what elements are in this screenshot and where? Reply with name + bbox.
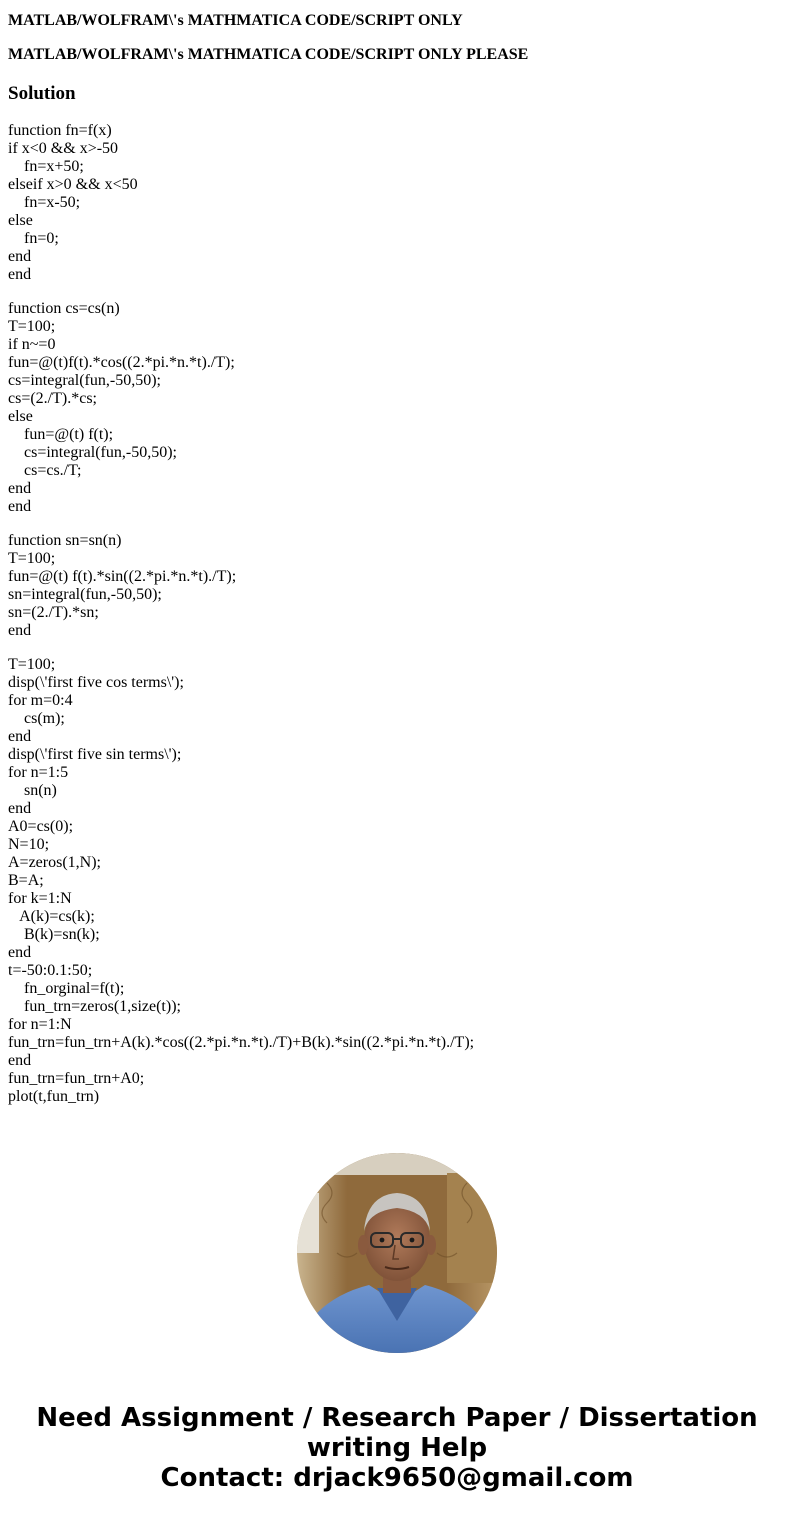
code-line: else: [8, 408, 33, 425]
code-line: for k=1:N: [8, 890, 72, 907]
code-line: function fn=f(x): [8, 122, 112, 139]
code-line: for m=0:4: [8, 692, 73, 709]
code-line: end: [8, 622, 32, 639]
code-line: fn=x+50;: [8, 158, 84, 175]
code-line: elseif x>0 && x<50: [8, 176, 138, 193]
help-banner: [0, 1403, 794, 1493]
code-line: t=-50:0.1:50;: [8, 962, 93, 979]
code-line: A0=cs(0);: [8, 818, 74, 835]
code-line: end: [8, 1052, 32, 1069]
code-line: cs=cs./T;: [8, 462, 82, 479]
code-line: B=A;: [8, 872, 44, 889]
code-line: end: [8, 800, 32, 817]
code-line: plot(t,fun_trn): [8, 1088, 100, 1105]
code-line: fun=@(t) f(t);: [8, 426, 114, 443]
code-line: T=100;: [8, 550, 56, 567]
code-line: cs=integral(fun,-50,50);: [8, 444, 177, 461]
code-line: fn=x-50;: [8, 194, 81, 211]
code-line: fun_trn=zeros(1,size(t));: [8, 998, 181, 1015]
code-line: B(k)=sn(k);: [8, 926, 100, 943]
code-line: function sn=sn(n): [8, 532, 122, 549]
code-line: end: [8, 498, 32, 515]
code-block-sn: [8, 532, 236, 640]
author-portrait-image: [297, 1153, 497, 1353]
code-line: cs(m);: [8, 710, 65, 727]
code-line: sn=integral(fun,-50,50);: [8, 586, 162, 603]
code-line: cs=integral(fun,-50,50);: [8, 372, 161, 389]
code-line: if x<0 && x>-50: [8, 140, 119, 157]
code-line: disp(\'first five cos terms\');: [8, 674, 184, 691]
code-line: else: [8, 212, 33, 229]
code-line: N=10;: [8, 836, 50, 853]
code-line: fn=0;: [8, 230, 59, 247]
code-line: for n=1:5: [8, 764, 69, 781]
question-title: MATLAB/WOLFRAM\'s MATHMATICA CODE/SCRIPT ONLY: [8, 12, 463, 29]
code-block-f: [8, 122, 138, 284]
code-line: sn(n): [8, 782, 57, 799]
code-line: end: [8, 266, 32, 283]
code-line: function cs=cs(n): [8, 300, 120, 317]
code-line: end: [8, 728, 32, 745]
code-line: fun_trn=fun_trn+A0;: [8, 1070, 145, 1087]
code-line: sn=(2./T).*sn;: [8, 604, 99, 621]
code-line: if n~=0: [8, 336, 56, 353]
banner-line-2: writing Help: [306, 1433, 488, 1463]
code-line: end: [8, 248, 32, 265]
code-line: for n=1:N: [8, 1016, 72, 1033]
code-line: end: [8, 480, 32, 497]
code-line: T=100;: [8, 656, 56, 673]
code-line: fun_trn=fun_trn+A(k).*cos((2.*pi.*n.*t)./T)+B(k).*sin((2.*pi.*n.*t)./T);: [8, 1034, 475, 1051]
author-avatar: [297, 1153, 497, 1353]
code-line: T=100;: [8, 318, 56, 335]
solution-heading: Solution: [8, 83, 76, 104]
code-line: A=zeros(1,N);: [8, 854, 101, 871]
code-line: disp(\'first five sin terms\');: [8, 746, 182, 763]
code-block-main: [8, 656, 474, 1106]
question-title-repeat: MATLAB/WOLFRAM\'s MATHMATICA CODE/SCRIPT ONLY PLEASE: [8, 46, 529, 63]
code-line: fn_orginal=f(t);: [8, 980, 125, 997]
code-line: fun=@(t) f(t).*sin((2.*pi.*n.*t)./T);: [8, 568, 237, 585]
banner-line-1: Need Assignment / Research Paper / Dissertation: [36, 1403, 758, 1433]
code-line: end: [8, 944, 32, 961]
code-line: A(k)=cs(k);: [8, 908, 95, 925]
code-line: fun=@(t)f(t).*cos((2.*pi.*n.*t)./T);: [8, 354, 235, 371]
code-block-cs: [8, 300, 235, 516]
contact-email: Contact: drjack9650@gmail.com: [160, 1463, 634, 1493]
code-line: cs=(2./T).*cs;: [8, 390, 97, 407]
